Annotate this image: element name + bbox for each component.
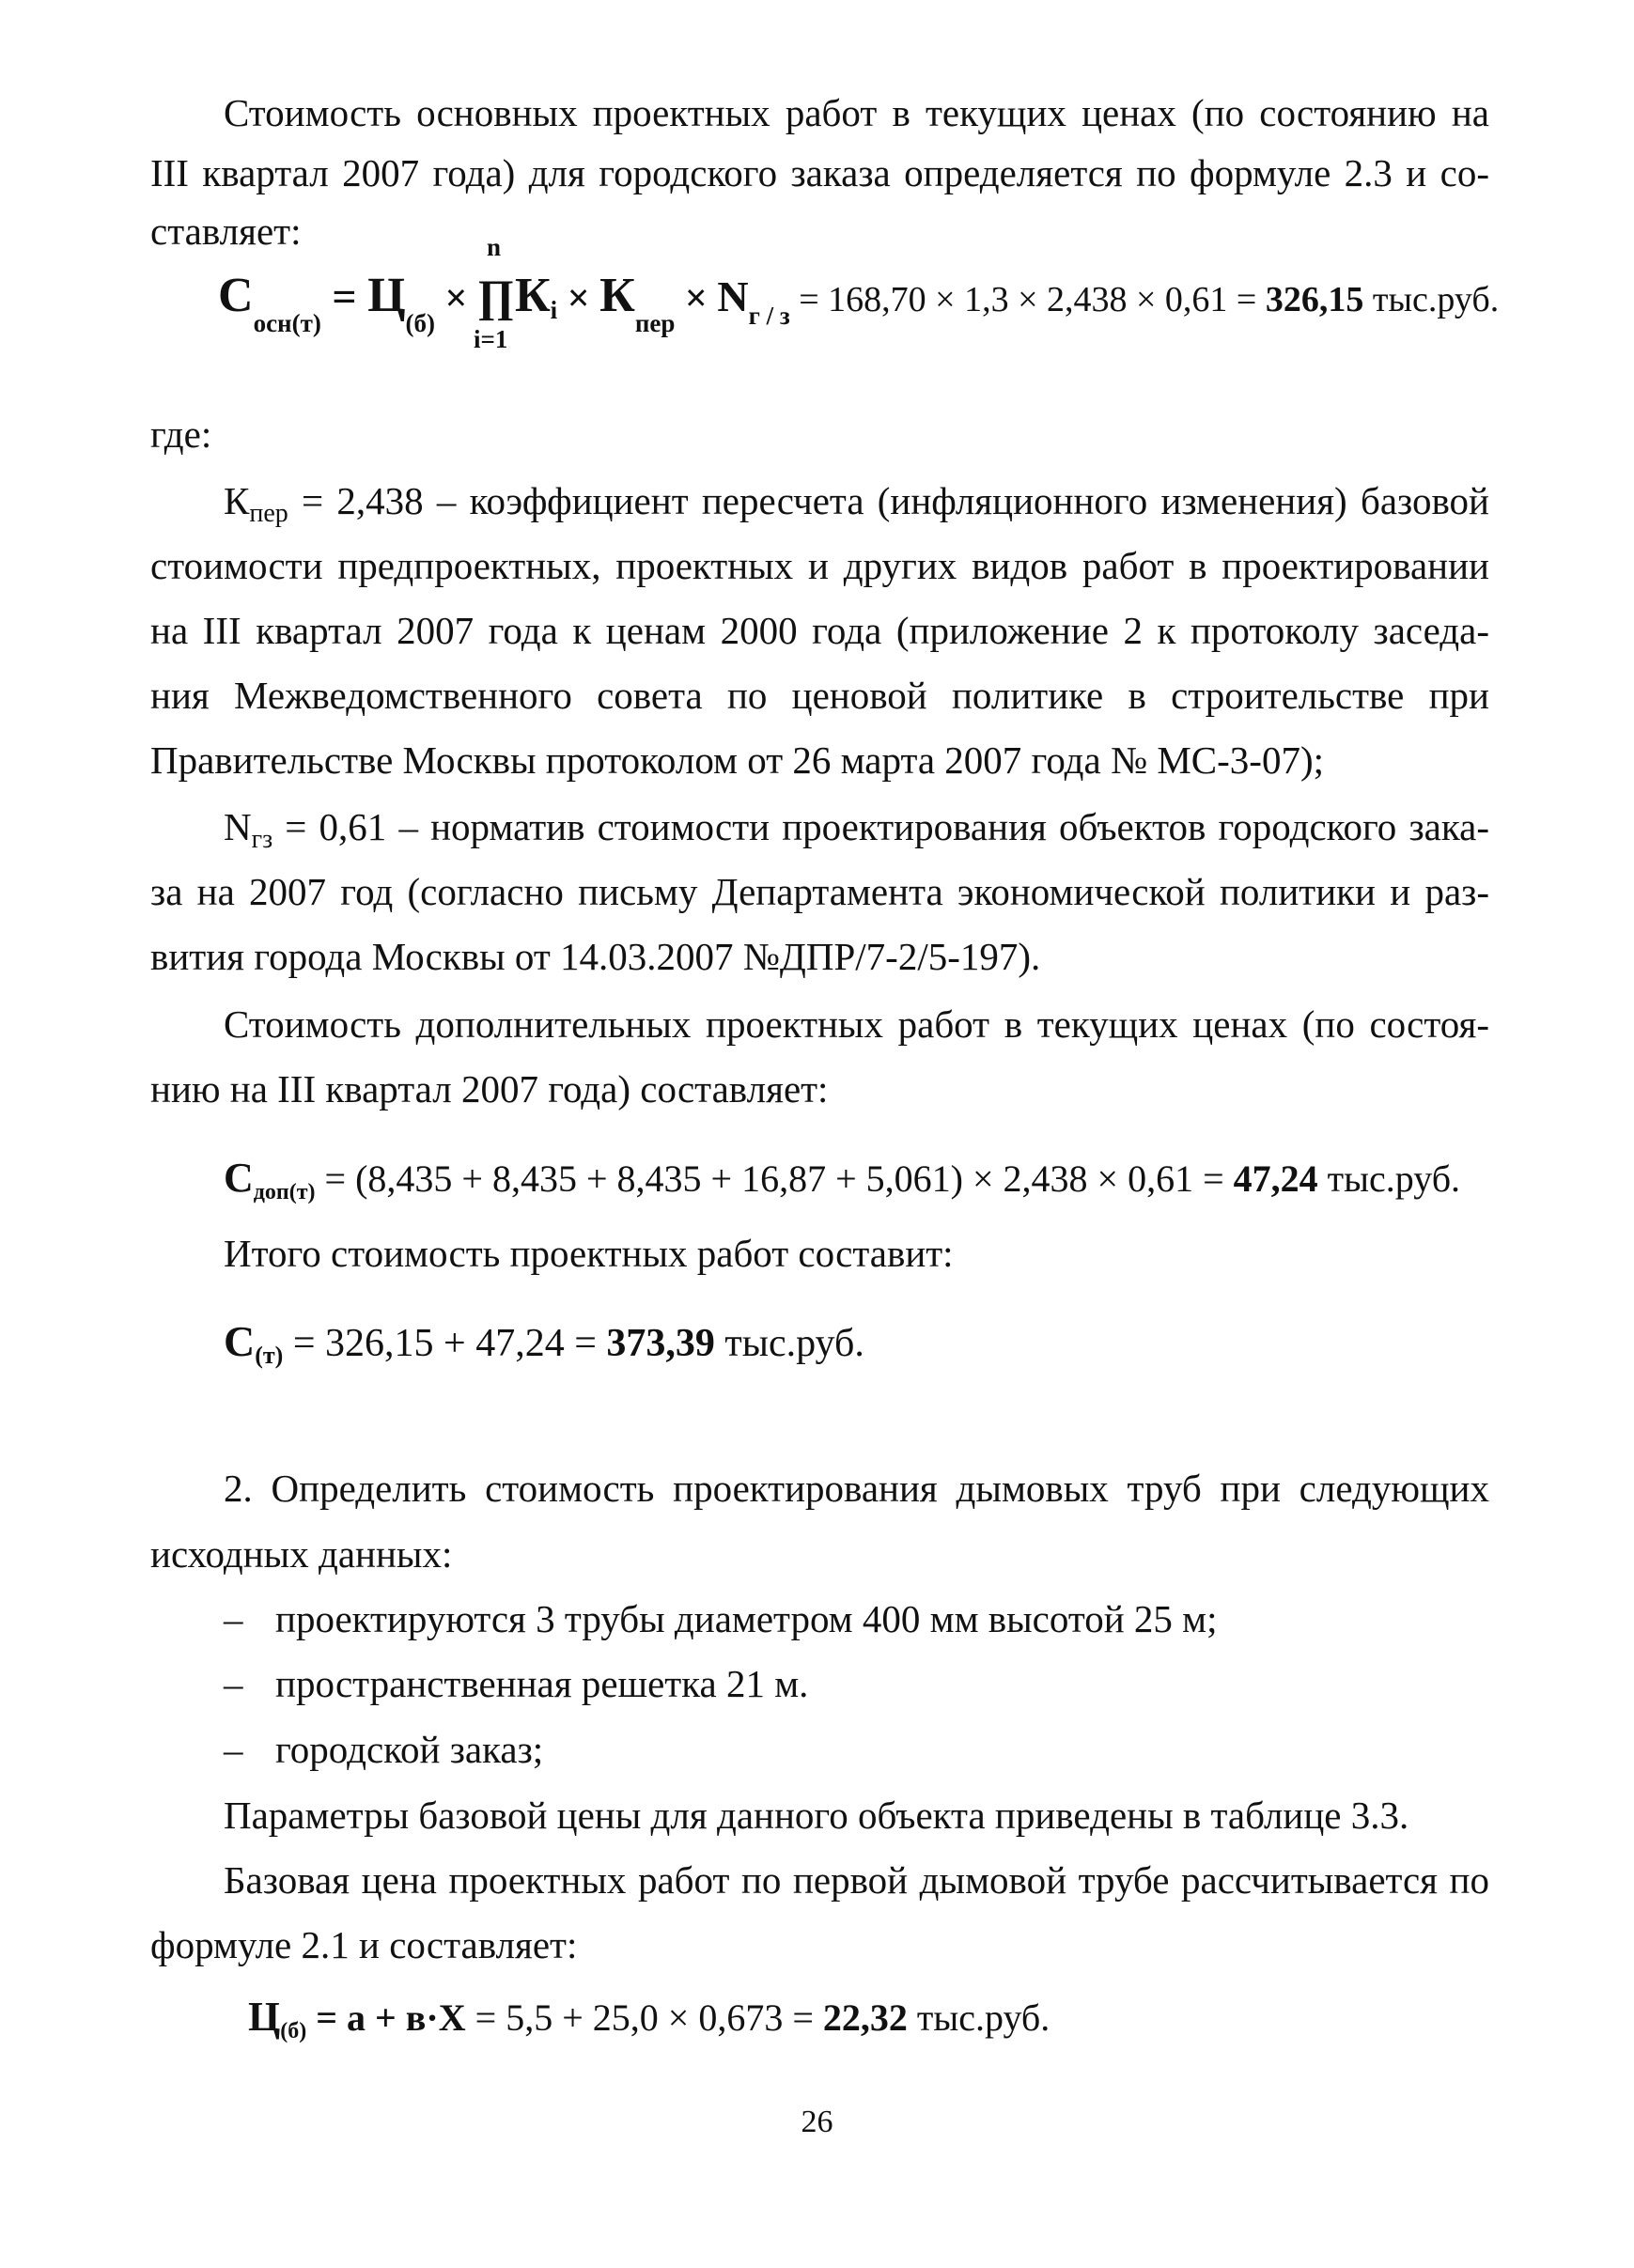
definition-line: стоимости предпроектных, проектных и других видов работ в проектировании (150, 544, 1489, 587)
definition-line: ния Межведомственного совета по ценовой политике в строительстве при (150, 674, 1489, 717)
paragraph-line: Итого стоимость проектных работ составит: (224, 1232, 954, 1275)
list-item (224, 1596, 1217, 1641)
formula-operator: × (557, 277, 600, 320)
formula-symbol: Ц (248, 1994, 281, 2040)
definition-text: = 0,61 – норматив стоимости проектирования объектов городского зака- (272, 805, 1489, 848)
formula-base-price (248, 1993, 1050, 2041)
definition-line (224, 804, 1489, 855)
list-item (224, 1661, 808, 1706)
paragraph-line: Стоимость дополнительных проектных работ в текущих ценах (по состоя- (224, 1002, 1489, 1046)
list-item-text: пространственная решетка 21 м. (275, 1662, 809, 1705)
page-number: 26 (801, 2105, 833, 2139)
paragraph-line: исходных данных: (150, 1532, 453, 1576)
formula-result: 373,39 (606, 1322, 715, 1365)
formula-symbol: С (224, 1155, 254, 1201)
formula-symbol: С (224, 1317, 256, 1365)
formula-subscript: осн(т) (253, 309, 321, 337)
where-label: где: (150, 412, 212, 456)
formula-unit: тыс.руб. (1317, 1157, 1461, 1200)
formula-total-cost (224, 1316, 864, 1369)
formula-result: 326,15 (1265, 280, 1364, 319)
formula-operator: = (320, 272, 368, 320)
formula-subscript: г / з (748, 302, 790, 330)
formula-unit: тыс.руб. (1363, 280, 1500, 319)
paragraph-line: Параметры базовой цены для данного объекта приведены в таблице 3.3. (224, 1794, 1409, 1837)
definition-symbol: N (224, 805, 252, 848)
formula-symbol: Ц (367, 269, 406, 322)
formula-symbol: К (599, 269, 635, 322)
formula-subscript: i (550, 296, 558, 324)
paragraph-line: 2. Определить стоимость проектирования дымовых труб при следующих (224, 1467, 1489, 1510)
formula-additional-cost (224, 1154, 1460, 1202)
formula-subscript: (б) (280, 2019, 307, 2043)
formula-rhs: = 326,15 + 47,24 = (283, 1322, 607, 1365)
list-item (224, 1727, 543, 1772)
formula-expression: = а + в·Х (306, 1996, 475, 2039)
list-item-text: проектируются 3 трубы диаметром 400 мм высотой 25 м; (275, 1597, 1218, 1640)
list-dash: – (224, 1597, 243, 1640)
list-dash: – (224, 1728, 243, 1771)
formula-operator: × (675, 277, 718, 320)
list-item-text: городской заказ; (275, 1728, 544, 1771)
formula-rhs: = (8,435 + 8,435 + 8,435 + 16,87 + 5,061) × 2,438 × 0,61 = (315, 1157, 1234, 1200)
paragraph-line: формуле 2.1 и составляет: (150, 1923, 578, 1966)
definition-subscript: пер (249, 499, 288, 528)
product-upper-limit: n (486, 233, 501, 261)
list-dash: – (224, 1662, 243, 1705)
definition-line: за на 2007 год (согласно письму Департамента экономической политики и раз- (150, 870, 1489, 913)
formula-subscript: (т) (255, 1342, 284, 1369)
product-operator (473, 233, 515, 353)
formula-symbol: С (218, 269, 254, 322)
product-lower-limit: i=1 (473, 325, 508, 353)
formula-main-cost (218, 233, 1500, 353)
formula-rhs: = 5,5 + 25,0 × 0,673 = (475, 1996, 823, 2039)
paragraph-line: Стоимость основных проектных работ в текущих ценах (по состоянию на (224, 91, 1489, 134)
product-symbol: ∏ (476, 272, 515, 321)
paragraph-line: ставляет: (150, 210, 302, 253)
formula-symbol: К (514, 269, 551, 322)
definition-line: Правительстве Москвы протоколом от 26 марта 2007 года № МС-3-07); (150, 738, 1324, 782)
formula-symbol: N (717, 272, 749, 320)
formula-subscript: доп(т) (253, 1180, 316, 1204)
definition-line (224, 478, 1489, 529)
formula-unit: тыс.руб. (907, 1996, 1050, 2039)
paragraph-line: Базовая цена проектных работ по первой дымовой трубе рассчитывается по (224, 1858, 1489, 1902)
formula-rhs: = 168,70 × 1,3 × 2,438 × 0,61 = (789, 280, 1266, 319)
paragraph-line: нию на III квартал 2007 года) составляет: (150, 1067, 829, 1111)
formula-subscript: (б) (405, 309, 436, 337)
formula-result: 22,32 (822, 1996, 908, 2039)
definition-line: на III квартал 2007 года к ценам 2000 года (приложение 2 к протоколу заседа- (150, 609, 1489, 652)
formula-unit: тыс.руб. (714, 1322, 864, 1365)
formula-operator: × (435, 277, 477, 320)
definition-subscript: гз (251, 825, 273, 854)
formula-subscript: пер (634, 309, 676, 337)
formula-result: 47,24 (1233, 1157, 1318, 1200)
definition-text: = 2,438 – коэффициент пересчета (инфляционного изменения) базовой (288, 479, 1489, 522)
definition-symbol: К (224, 479, 250, 522)
definition-line: вития города Москвы от 14.03.2007 №ДПР/7-2/5-197). (150, 935, 1041, 978)
paragraph-line: III квартал 2007 года) для городского заказа определяется по формуле 2.3 и со- (150, 151, 1489, 194)
